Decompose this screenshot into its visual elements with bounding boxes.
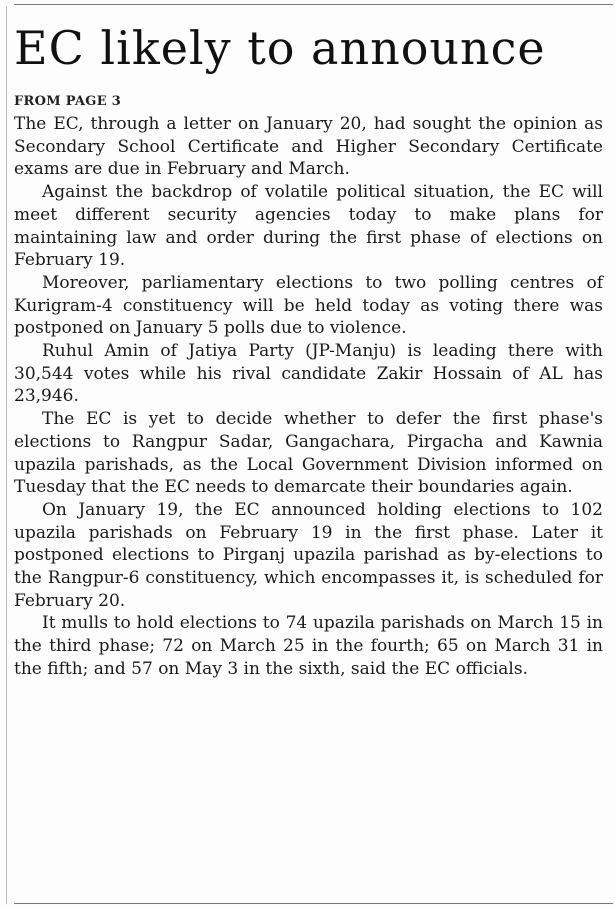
article-paragraph: Ruhul Amin of Jatiya Party (JP-Manju) is leading there with 30,544 votes while his rival candidate Zakir Hossain of AL has 23,946. <box>14 341 603 407</box>
article-paragraph: Against the backdrop of volatile political situation, the EC will meet different security agencies today to make plans for maintaining law and order during the first phase of elections on February 19. <box>14 182 603 271</box>
article-headline: EC likely to announce <box>14 21 546 75</box>
article-paragraph: The EC, through a letter on January 20, had sought the opinion as Secondary School Certificate and Higher Secondary Certificate exams are due in February and March. <box>14 114 603 180</box>
article-paragraph: It mulls to hold elections to 74 upazila parishads on March 15 in the third phase; 72 on March 25 in the fourth; 65 on March 31 in the fifth; and 57 on May 3 in the sixth, said the EC officials. <box>14 613 603 679</box>
article-paragraph: Moreover, parliamentary elections to two polling centres of Kurigram-4 constituency will be held today as voting there was postponed on January 5 polls due to violence. <box>14 272 603 339</box>
top-rule <box>14 4 613 5</box>
bottom-rule <box>14 903 613 904</box>
article-body <box>14 113 603 681</box>
continuation-kicker: FROM PAGE 3 <box>14 94 122 109</box>
article-paragraph: The EC is yet to decide whether to defer the first phase's elections to Rangpur Sadar, Gangachara, Pirgacha and Kawnia upazila parishads, as the Local Government Division informed on Tuesday that the EC needs to demarcate their boundaries again. <box>14 409 603 498</box>
left-rule <box>6 6 7 904</box>
article-paragraph: On January 19, the EC announced holding elections to 102 upazila parishads on February 19 in the first phase. Later it postponed elections to Pirganj upazila parishad as by-elections to the Rangpur-6 constituency, which encompasses it, is scheduled for February 20. <box>14 499 603 611</box>
